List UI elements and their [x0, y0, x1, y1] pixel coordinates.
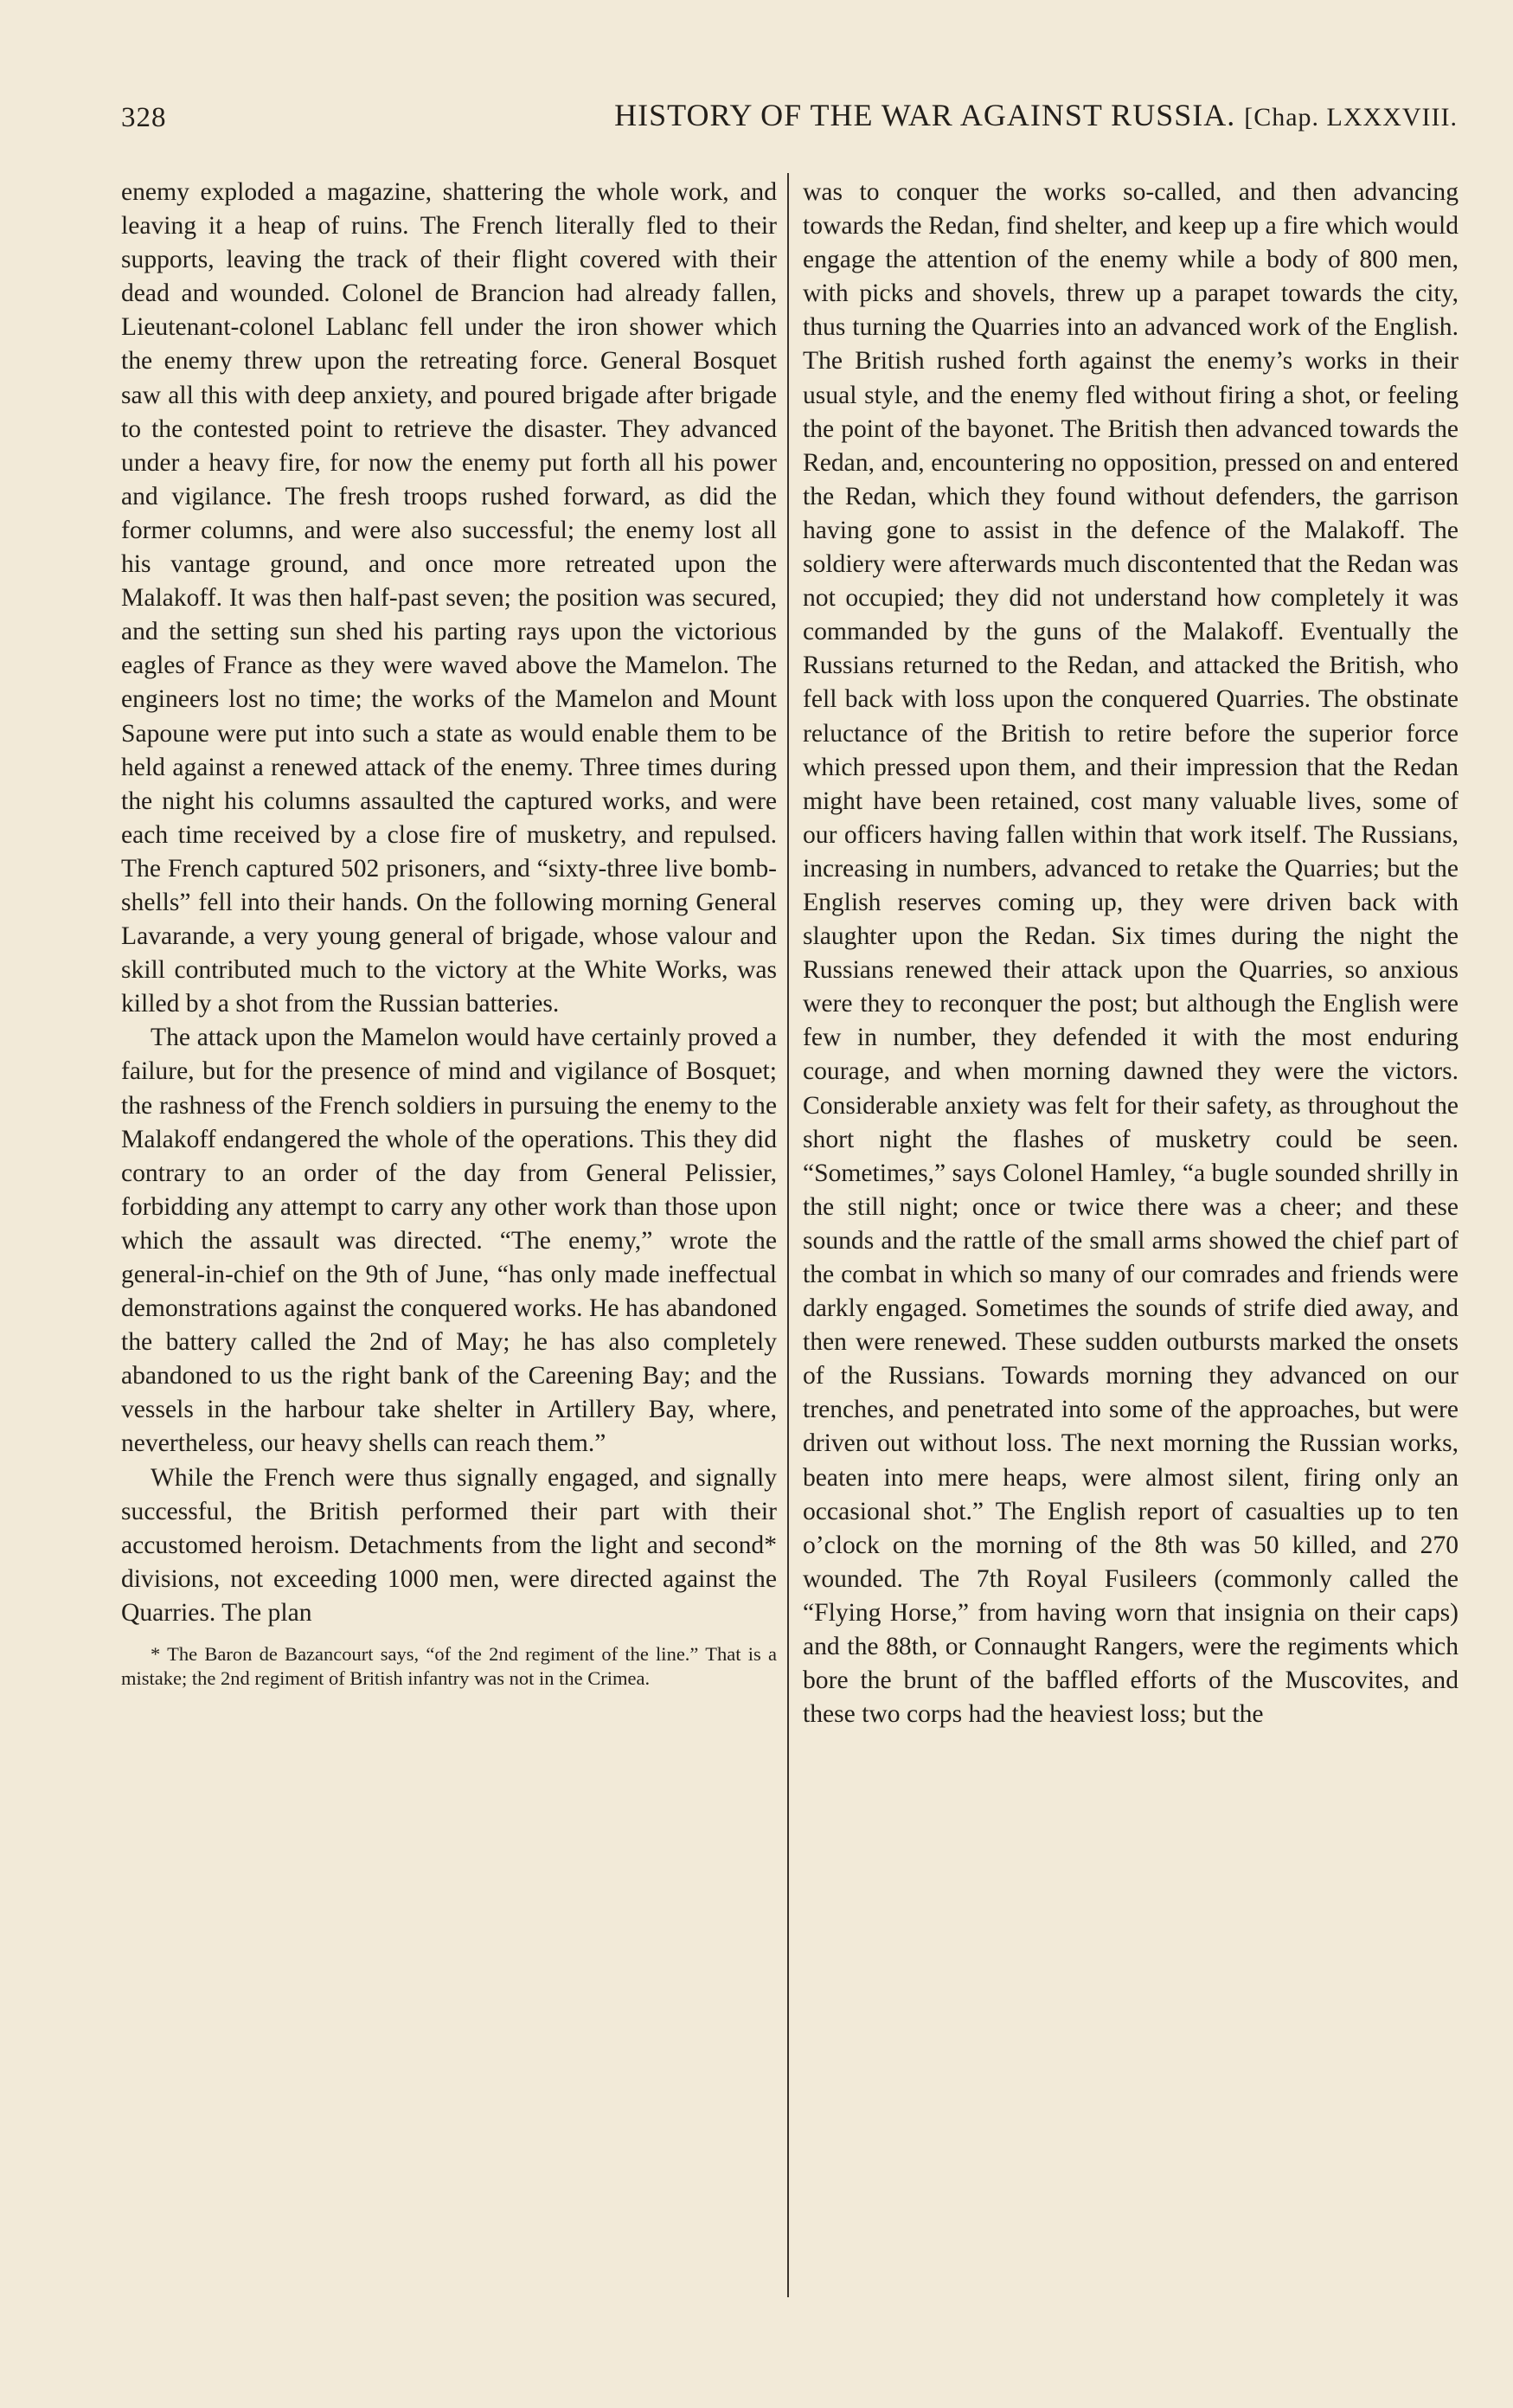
right-paragraph-1: was to conquer the works so-called, and then advancing towards the Redan, find shelter, and keep up a fire which would engage the attention of the enemy while a body of 800 men, with picks and shovels, threw up a parapet towards the city, thus turning the Quarries into an advanced work of the English. The British rushed forth against the enemy’s works in their usual style, and the enemy fled without firing a shot, or feeling the point of the bayonet. The British then advanced towards the Redan, and, encountering no opposition, pressed on and entered the Redan, which they found without defenders, the garrison having gone to assist in the defence of the Malakoff. The soldiery were afterwards much discontented that the Redan was not occupied; they did not understand how completely it was commanded by the guns of the Malakoff. Eventually the Russians returned to the Redan, and attacked the British, who fell back with loss upon the conquered Quarries. The obstinate reluctance of the British to retire before the superior force which pressed upon them, and their impression that the Redan might have been retained, cost many valuable lives, some of our officers having fallen within that work itself. The Russians, increasing in numbers, advanced to retake the Quarries; but the English reserves coming up, they were driven back with slaughter upon the Redan. Six times during the night the Russians renewed their attack upon the Quarries, so anxious were they to reconquer the post; but although the English were few in number, they defended it with the most enduring courage, and when morning dawned they were the victors. Considerable anxiety was felt for their safety, as throughout the short night the flashes of musketry could be seen. “Sometimes,” says Colonel Hamley, “a bugle sounded shrilly in the still night; once or twice there was a cheer; and these sounds and the rattle of the small arms showed the chief part of the combat in which so many of our comrades and friends were darkly engaged. Sometimes the sounds of strife died away, and then were renewed. These sudden outbursts marked the onsets of the Russians. Towards morning they advanced on our trenches, and penetrated into some of the approaches, but were driven out without loss. The next morning the Russian works, beaten into mere heaps, were almost silent, firing only an occasional shot.” The English report of casualties up to ten o’clock on the morning of the 8th was 50 killed, and 270 wounded. The 7th Royal Fusileers (commonly called the “Flying Horse,” from having worn that insignia on their caps) and the 88th, or Connaught Rangers, were the regiments which bore the brunt of the baffled efforts of the Muscovites, and these two corps had the heaviest loss; but the: [803, 178, 1459, 1729]
left-paragraph-2: The attack upon the Mamelon would have certainly proved a failure, but for the presence of mind and vigilance of Bosquet; the rashness of the French soldiers in pursuing the enemy to the Malakoff endangered the whole of the operations. This they did contrary to an order of the day from General Pelissier, forbidding any attempt to carry any other work than those upon which the assault was directed. “The enemy,” wrote the general-in-chief on the 9th of June, “has only made ineffectual demonstrations against the conquered works. He has abandoned the battery called the 2nd of May; he has also completely abandoned to us the right bank of the Careening Bay; and the vessels in the harbour take shelter in Artillery Bay, where, nevertheless, our heavy shells can reach them.”: [121, 1024, 777, 1458]
left-paragraph-1: enemy exploded a magazine, shattering the whole work, and leaving it a heap of ruins. The French literally fled to their supports, leaving the track of their flight covered with their dead and wounded. Colonel de Brancion had already fallen, Lieutenant-colonel Lablanc fell under the iron shower which the enemy threw upon the retreating force. General Bosquet saw all this with deep anxiety, and poured brigade after brigade to the contested point to retrieve the disaster. They advanced under a heavy fire, for now the enemy put forth all his power and vigilance. The fresh troops rushed forward, as did the former columns, and were also successful; the enemy lost all his vantage ground, and once more retreated upon the Malakoff. It was then half-past seven; the position was secured, and the setting sun shed his parting rays upon the victorious eagles of France as they were waved above the Mamelon. The engineers lost no time; the works of the Mamelon and Mount Sapoune were put into such a state as would enable them to be held against a renewed attack of the enemy. Three times during the night his columns assaulted the captured works, and were each time received by a close fire of musketry, and repulsed. The French captured 502 prisoners, and “sixty-three live bomb-shells” fell into their hands. On the following morning General Lavarande, a very young general of brigade, whose valour and skill contributed much to the victory at the White Works, was killed by a shot from the Russian batteries.: [121, 178, 777, 1018]
book-title: HISTORY OF THE WAR AGAINST RUSSIA.: [614, 98, 1236, 132]
running-title: [216, 97, 1458, 133]
footnote: * The Baron de Bazancourt says, “of the 2nd regiment of the line.” That is a mistake; the 2nd regiment of British infantry was not in the Crimea.: [121, 1643, 777, 1690]
page-number: 328: [121, 102, 167, 133]
column-divider: [787, 173, 789, 2297]
chapter-label: [Chap. LXXXVIII.: [1244, 103, 1458, 132]
left-column: [121, 176, 777, 2296]
running-header: [121, 97, 1458, 140]
right-column: [803, 176, 1459, 2296]
left-paragraph-3: While the French were thus signally engaged, and signally successful, the British performed their part with their accustomed heroism. Detachments from the light and second* divisions, not exceeding 1000 men, were directed against the Quarries. The plan: [121, 1463, 777, 1627]
